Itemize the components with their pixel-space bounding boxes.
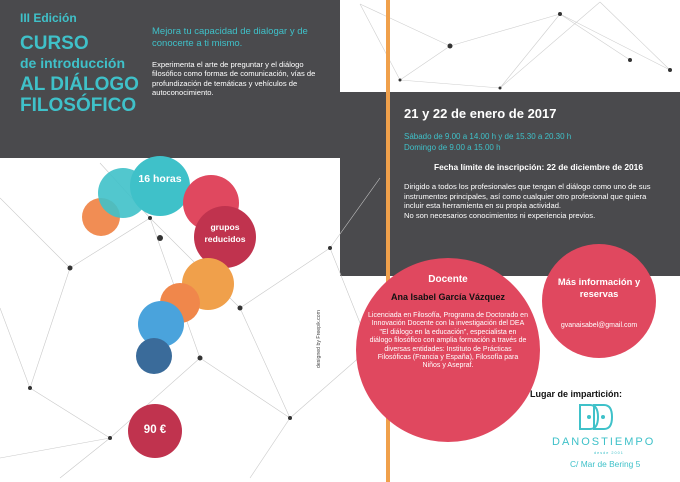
price-bubble (128, 404, 182, 458)
teacher-circle (356, 258, 540, 442)
teacher-bio: Licenciada en Filosofía, Programa de Doctorado en Innovación Docente con la investigación del DEA "El diálogo en la educación", especialista en diálogo filosófico con amplia formación a través de diversas entidades: Instituto de Prácticas Filosóficas (Francia y España), Filosofía para Niños y Asepraf. (368, 312, 528, 370)
info-title: Más información y reservas (557, 276, 641, 300)
sunday-hours: Domingo de 9.00 a 15.00 h (404, 142, 501, 152)
hours-bubble (130, 156, 190, 216)
network-decoration (340, 0, 680, 92)
info-circle (542, 244, 656, 358)
title-line-2: de introducción (20, 55, 125, 71)
saturday-hours: Sábado de 9.00 a 14.00 h y de 15.30 a 20.30 h (404, 132, 572, 141)
registration-deadline: Fecha límite de inscripción: 22 de diciembre de 2016 (434, 162, 643, 172)
venue-name: DANOSTIEMPO (552, 436, 656, 448)
image-credit: designed by Freepik.com (316, 310, 322, 368)
requirements-text: No son necesarios conocimientos ni experiencia previos. (404, 211, 596, 221)
hours-label: 16 horas (138, 173, 182, 185)
venue-subtitle: desde 2001 (594, 451, 624, 455)
groups-label: grupos reducidos (204, 222, 246, 244)
course-dates: 21 y 22 de enero de 2017 (404, 106, 557, 121)
venue-address: C/ Mar de Bering 5 (570, 459, 641, 469)
teacher-label: Docente (428, 274, 468, 285)
bubble-navy (136, 338, 172, 374)
title-line-1: CURSO (20, 33, 89, 54)
edition-label: III Edición (20, 11, 77, 25)
danostiempo-logo-icon (576, 402, 614, 432)
title-line-4: FILOSÓFICO (20, 95, 137, 116)
course-description: Experimenta el arte de preguntar y el diálogo filosófico como formas de comunicación, vías de profundización de temáticas y vehículos de autoconocimiento. (152, 60, 316, 98)
audience-text (404, 182, 666, 221)
contact-email[interactable]: gvanaisabel@gmail.com (560, 322, 638, 329)
network-lines-top (340, 0, 680, 92)
venue-label: Lugar de impartición: (530, 389, 623, 399)
schedule-times (404, 132, 571, 154)
audience-description: Dirigido a todos los profesionales que tengan el diálogo como uno de sus instrumentos principales, así como cualquier otro profesional que quiera incluir esta herramienta en su propia actividad. (404, 182, 651, 211)
title-line-3: AL DIÁLOGO (20, 74, 139, 95)
price-label: 90 € (143, 424, 167, 436)
tagline: Mejora tu capacidad de dialogar y de conocerte a ti mismo. (152, 26, 308, 49)
teacher-name: Ana Isabel García Vázquez (390, 292, 506, 302)
